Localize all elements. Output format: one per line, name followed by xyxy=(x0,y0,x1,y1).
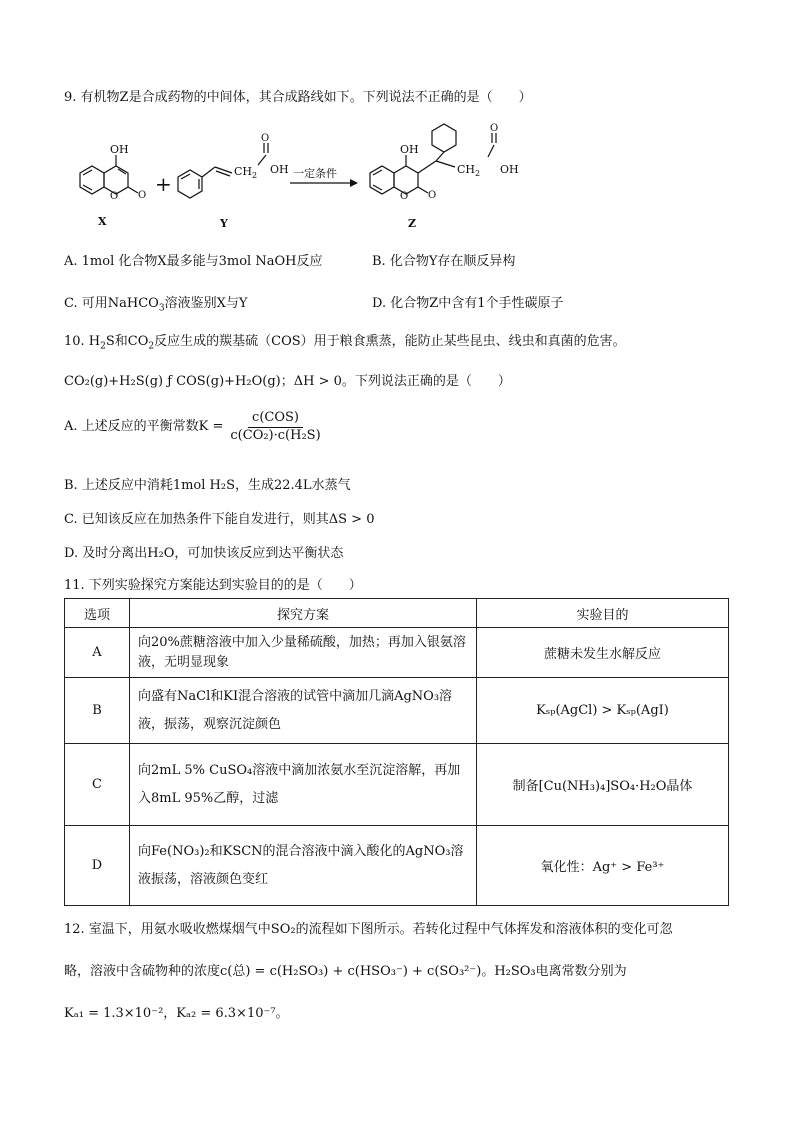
y-oh-label: OH xyxy=(270,163,289,176)
table-row xyxy=(65,826,729,906)
row-key: A xyxy=(65,628,130,678)
x-carbonyl-o: O xyxy=(138,190,147,201)
q9-reaction-scheme xyxy=(60,115,560,235)
q12-line-1: 12. 室温下，用氨水吸收燃煤烟气中SO₂的流程如下图所示。若转化过程中气体挥发和溶液体积的变化可忽 xyxy=(64,922,673,937)
header-goal: 实验目的 xyxy=(477,599,729,628)
table-row xyxy=(65,628,729,678)
header-option: 选项 xyxy=(65,599,130,628)
z-carbonyl-o: O xyxy=(428,190,437,201)
molecule-x xyxy=(80,155,138,194)
q11-stem: 11. 下列实验探究方案能达到实验目的的是（ ） xyxy=(64,578,362,593)
q12-line-2: 略，溶液中含硫物种的浓度c(总) = c(H₂SO₃) + c(HSO₃⁻) + c(SO₃²⁻)。H₂SO₃电离常数分别为 xyxy=(64,964,627,979)
arrow-head xyxy=(350,179,358,187)
plus-sign: + xyxy=(155,172,172,196)
q10-option-b: B. 上述反应中消耗1mol H₂S，生成22.4L水蒸气 xyxy=(64,478,351,493)
q10-option-c: C. 已知该反应在加热条件下能自发进行，则其ΔS > 0 xyxy=(64,512,375,527)
q9-option-d: D. 化合物Z中含有1个手性碳原子 xyxy=(372,296,564,311)
q10-option-a: A. 上述反应的平衡常数K = $\frac{\text{c(COS)}}{\text{c(CO₂)·c(H₂S)}}$ xyxy=(64,410,325,445)
row-goal: 蔗糖未发生水解反应 xyxy=(477,628,729,678)
q12-line-3: Kₐ₁ = 1.3×10⁻²，Kₐ₂ = 6.3×10⁻⁷。 xyxy=(64,1006,289,1021)
q9-option-b: B. 化合物Y存在顺反异构 xyxy=(372,254,516,269)
row-plan: 向Fe(NO₃)₂和KSCN的混合溶液中滴入酸化的AgNO₃溶液振荡，溶液颜色变红 xyxy=(130,826,477,906)
q11-experiment-table xyxy=(64,598,729,906)
q9-stem: 9. 有机物Z是合成药物的中间体，其合成路线如下。下列说法不正确的是（ ） xyxy=(64,90,532,105)
row-plan: 向20%蔗糖溶液中加入少量稀硫酸，加热；再加入银氨溶液，无明显现象 xyxy=(130,628,477,678)
x-ring-o: O xyxy=(110,191,119,202)
label-y: Y xyxy=(220,217,228,230)
y-ch-label: $CH_2$ xyxy=(234,165,258,180)
q10-option-d: D. 及时分离出H₂O，可加快该反应到达平衡状态 xyxy=(64,546,344,561)
table-header-row xyxy=(65,599,729,628)
reaction-condition: 一定条件 xyxy=(293,167,337,180)
label-z: Z xyxy=(408,217,417,230)
equilibrium-constant-fraction: $\frac{\text{c(COS)}}{\text{c(CO₂)·c(H₂S)}}$ xyxy=(230,410,321,443)
row-goal: Kₛₚ(AgCl) > Kₛₚ(AgI) xyxy=(477,678,729,744)
z-ring-o: O xyxy=(400,191,409,202)
z-ch-label: $CH_2$ xyxy=(457,163,481,178)
z-acid-oh: OH xyxy=(500,163,519,176)
row-key: C xyxy=(65,744,130,826)
row-plan: 向2mL 5% CuSO₄溶液中滴加浓氨水至沉淀溶解，再加入8mL 95%乙醇，过滤 xyxy=(130,744,477,826)
q9-option-c: C. 可用NaHCO$_3$溶液鉴别X与Y xyxy=(64,296,248,314)
molecule-z xyxy=(370,123,499,194)
x-oh-label: OH xyxy=(110,143,129,156)
z-acid-o: O xyxy=(490,123,499,134)
table-row xyxy=(65,744,729,826)
q9-option-a: A. 1mol 化合物X最多能与3mol NaOH反应 xyxy=(64,254,323,269)
row-goal: 制备[Cu(NH₃)₄]SO₄·H₂O晶体 xyxy=(477,744,729,826)
z-oh-label: OH xyxy=(400,143,419,156)
row-goal: 氧化性：Ag⁺ > Fe³⁺ xyxy=(477,826,729,906)
header-plan: 探究方案 xyxy=(130,599,477,628)
q10-stem: 10. $H_2S$和$CO_2$反应生成的羰基硫（COS）用于粮食熏蒸，能防止某些昆虫、线虫和真菌的危害。 xyxy=(64,334,626,352)
label-x: X xyxy=(98,215,107,228)
row-key: D xyxy=(65,826,130,906)
y-carbonyl-o: O xyxy=(261,133,270,144)
table-row xyxy=(65,678,729,744)
row-plan: 向盛有NaCl和KI混合溶液的试管中滴加几滴AgNO₃溶液，振荡，观察沉淀颜色 xyxy=(130,678,477,744)
q10-equation: CO₂(g)+H₂S(g) ƒ COS(g)+H₂O(g)；ΔH > 0。下列说法正确的是（ ） xyxy=(64,374,511,389)
row-key: B xyxy=(65,678,130,744)
